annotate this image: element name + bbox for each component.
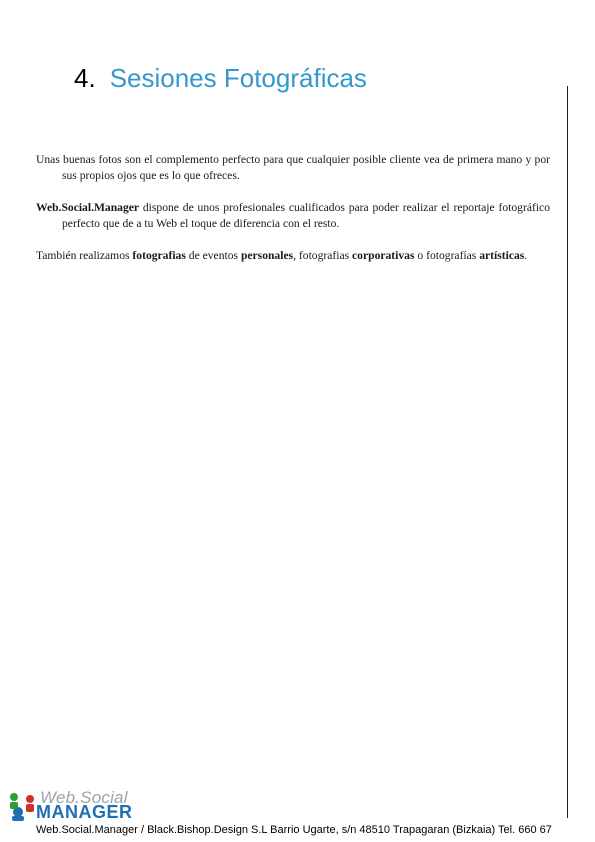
section-title: Sesiones Fotográficas xyxy=(109,63,367,93)
services-bold-1: fotografias xyxy=(132,249,186,262)
services-bold-2: personales xyxy=(240,249,294,262)
services-text-2: de eventos xyxy=(185,249,241,262)
logo-text-bottom: MANAGER xyxy=(36,802,133,822)
services-text-5: . xyxy=(524,249,528,262)
services-bold-3: corporativas xyxy=(352,249,415,262)
people-network-icon xyxy=(6,790,38,822)
services-text-1: También realizamos xyxy=(36,249,133,262)
paragraph-intro xyxy=(36,152,550,184)
paragraph-professionals-text: dispone de unos profesionales cualificados para poder realizar el reportaje fotográfico perfecto que de a tu Web el toque de diferencia con el resto. xyxy=(62,201,550,230)
services-text-3: , fotografias xyxy=(293,249,353,262)
company-logo xyxy=(6,788,156,824)
page-footer: Web.Social.Manager / Black.Bishop.Design S.L Barrio Ugarte, s/n 48510 Trapagaran (Bizkaia) Tel. 660 67 xyxy=(36,824,552,836)
paragraph-services xyxy=(36,248,550,264)
logo-text-top: Web.Social xyxy=(40,788,128,807)
section-heading xyxy=(74,60,367,96)
paragraph-professionals xyxy=(36,200,550,232)
paragraph-intro-text: Unas buenas fotos son el complemento perfecto para que cualquier posible cliente vea de primera mano y por sus propios ojos que es lo que ofreces. xyxy=(36,153,550,182)
margin-rule xyxy=(567,86,568,818)
services-text-4: o fotografías xyxy=(414,249,480,262)
section-number: 4. xyxy=(74,63,96,93)
brand-name: Web.Social.Manager xyxy=(36,201,140,214)
services-bold-4: artísticas xyxy=(479,249,525,262)
body-text xyxy=(36,152,550,280)
